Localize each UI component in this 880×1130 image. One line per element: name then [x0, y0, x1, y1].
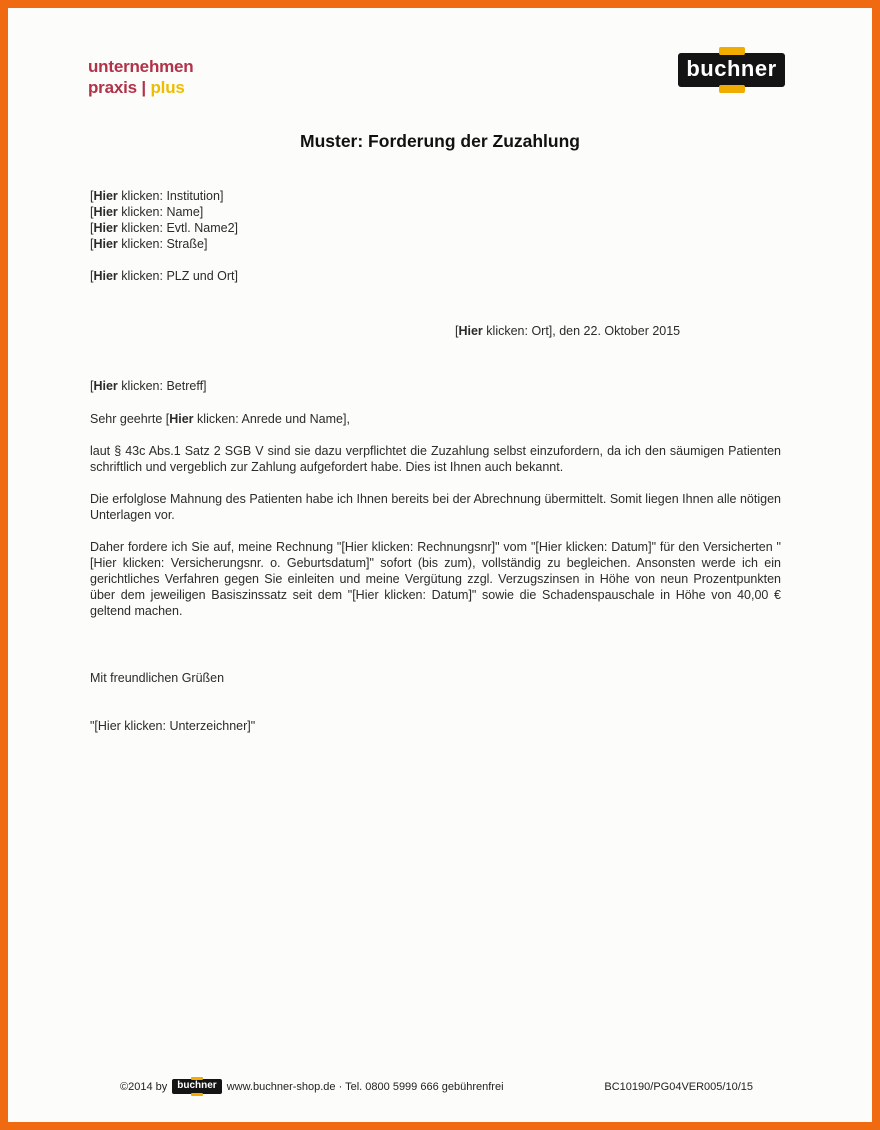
- logo-tab-top: [719, 47, 745, 55]
- brand-line2-dark: praxis |: [88, 78, 146, 97]
- footer-contact: www.buchner-shop.de · Tel. 0800 5999 666 gebührenfrei: [226, 1080, 504, 1093]
- buchner-logo-text: buchner: [686, 56, 777, 81]
- closing-regards: Mit freundlichen Grüßen: [90, 671, 225, 685]
- buchner-logo: [678, 53, 785, 87]
- placeholder-anrede-name[interactable]: [Hier klicken: Anrede und Name]: [165, 412, 347, 426]
- brand-line1: unternehmen: [88, 57, 194, 76]
- body-paragraph-2: Die erfolglose Mahnung des Patienten habe ich Ihnen bereits bei der Abrechnung übermittelt. Somit liegen Ihnen alle nötigen Unterlagen vor.: [90, 492, 781, 522]
- footer-left: [120, 1079, 504, 1094]
- brand-line2-accent: plus: [150, 78, 185, 97]
- salutation-line: Sehr geehrte [Hier klicken: Anrede und Name],: [90, 412, 350, 426]
- footer-logo-tab-top: [191, 1077, 203, 1080]
- placeholder-name[interactable]: [Hier klicken: Name]: [90, 205, 204, 219]
- placeholder-betreff[interactable]: [Hier klicken: Betreff]: [90, 379, 207, 393]
- footer-copyright: ©2014 by: [120, 1080, 168, 1093]
- footer-logo-text: buchner: [177, 1080, 217, 1091]
- placeholder-plz-ort[interactable]: [Hier klicken: PLZ und Ort]: [90, 269, 238, 283]
- body-paragraph-3: Daher fordere ich Sie auf, meine Rechnung "[Hier klicken: Rechnungsnr]" vom "[Hier klicken: Datum]" für den Versicherten "[Hier klicken: Versicherungsnr. o. Geburtsdatum]" sofort (bis zum), vollständig zu begleichen. Ansonsten werde ich ein gerichtliches Verfahren gegen Sie einleiten und meine Vergütung zzgl. Verzugszinsen in Höhe von neun Prozentpunkten über dem jeweiligen Basiszinssatz seit dem "[Hier klicken: Datum]" sowie die Schadenspauschale in Höhe von 40,00 € geltend machen.: [90, 540, 781, 618]
- body-paragraph-1: laut § 43c Abs.1 Satz 2 SGB V sind sie dazu verpflichtet die Zuzahlung selbst einzufordern, da ich den säumigen Patienten schriftlich und vergeblich zur Zahlung aufgefordert habe. Dies ist Ihnen auch bekannt.: [90, 444, 781, 474]
- brand-line2: [88, 77, 193, 98]
- buchner-footer-logo: [172, 1079, 221, 1094]
- placeholder-strasse[interactable]: [Hier klicken: Straße]: [90, 237, 208, 251]
- logo-tab-bottom: [719, 85, 745, 93]
- placeholder-ort-datum[interactable]: [Hier klicken: Ort], den 22. Oktober 2015: [455, 324, 681, 338]
- footer-document-code: BC10190/PG04VER005/10/15: [604, 1080, 753, 1093]
- footer-logo-tab-bottom: [191, 1093, 203, 1096]
- placeholder-name2[interactable]: [Hier klicken: Evtl. Name2]: [90, 221, 238, 235]
- placeholder-unterzeichner[interactable]: "[Hier klicken: Unterzeichner]": [90, 719, 256, 733]
- placeholder-institution[interactable]: [Hier klicken: Institution]: [90, 189, 224, 203]
- footer: [8, 1079, 872, 1094]
- recipient-address-block: [90, 188, 238, 284]
- address-spacer: [90, 252, 238, 268]
- salutation-text: Sehr geehrte: [90, 412, 166, 426]
- page-title: Muster: Forderung der Zuzahlung: [300, 131, 580, 151]
- unternehmen-praxis-plus-logo: [88, 56, 193, 98]
